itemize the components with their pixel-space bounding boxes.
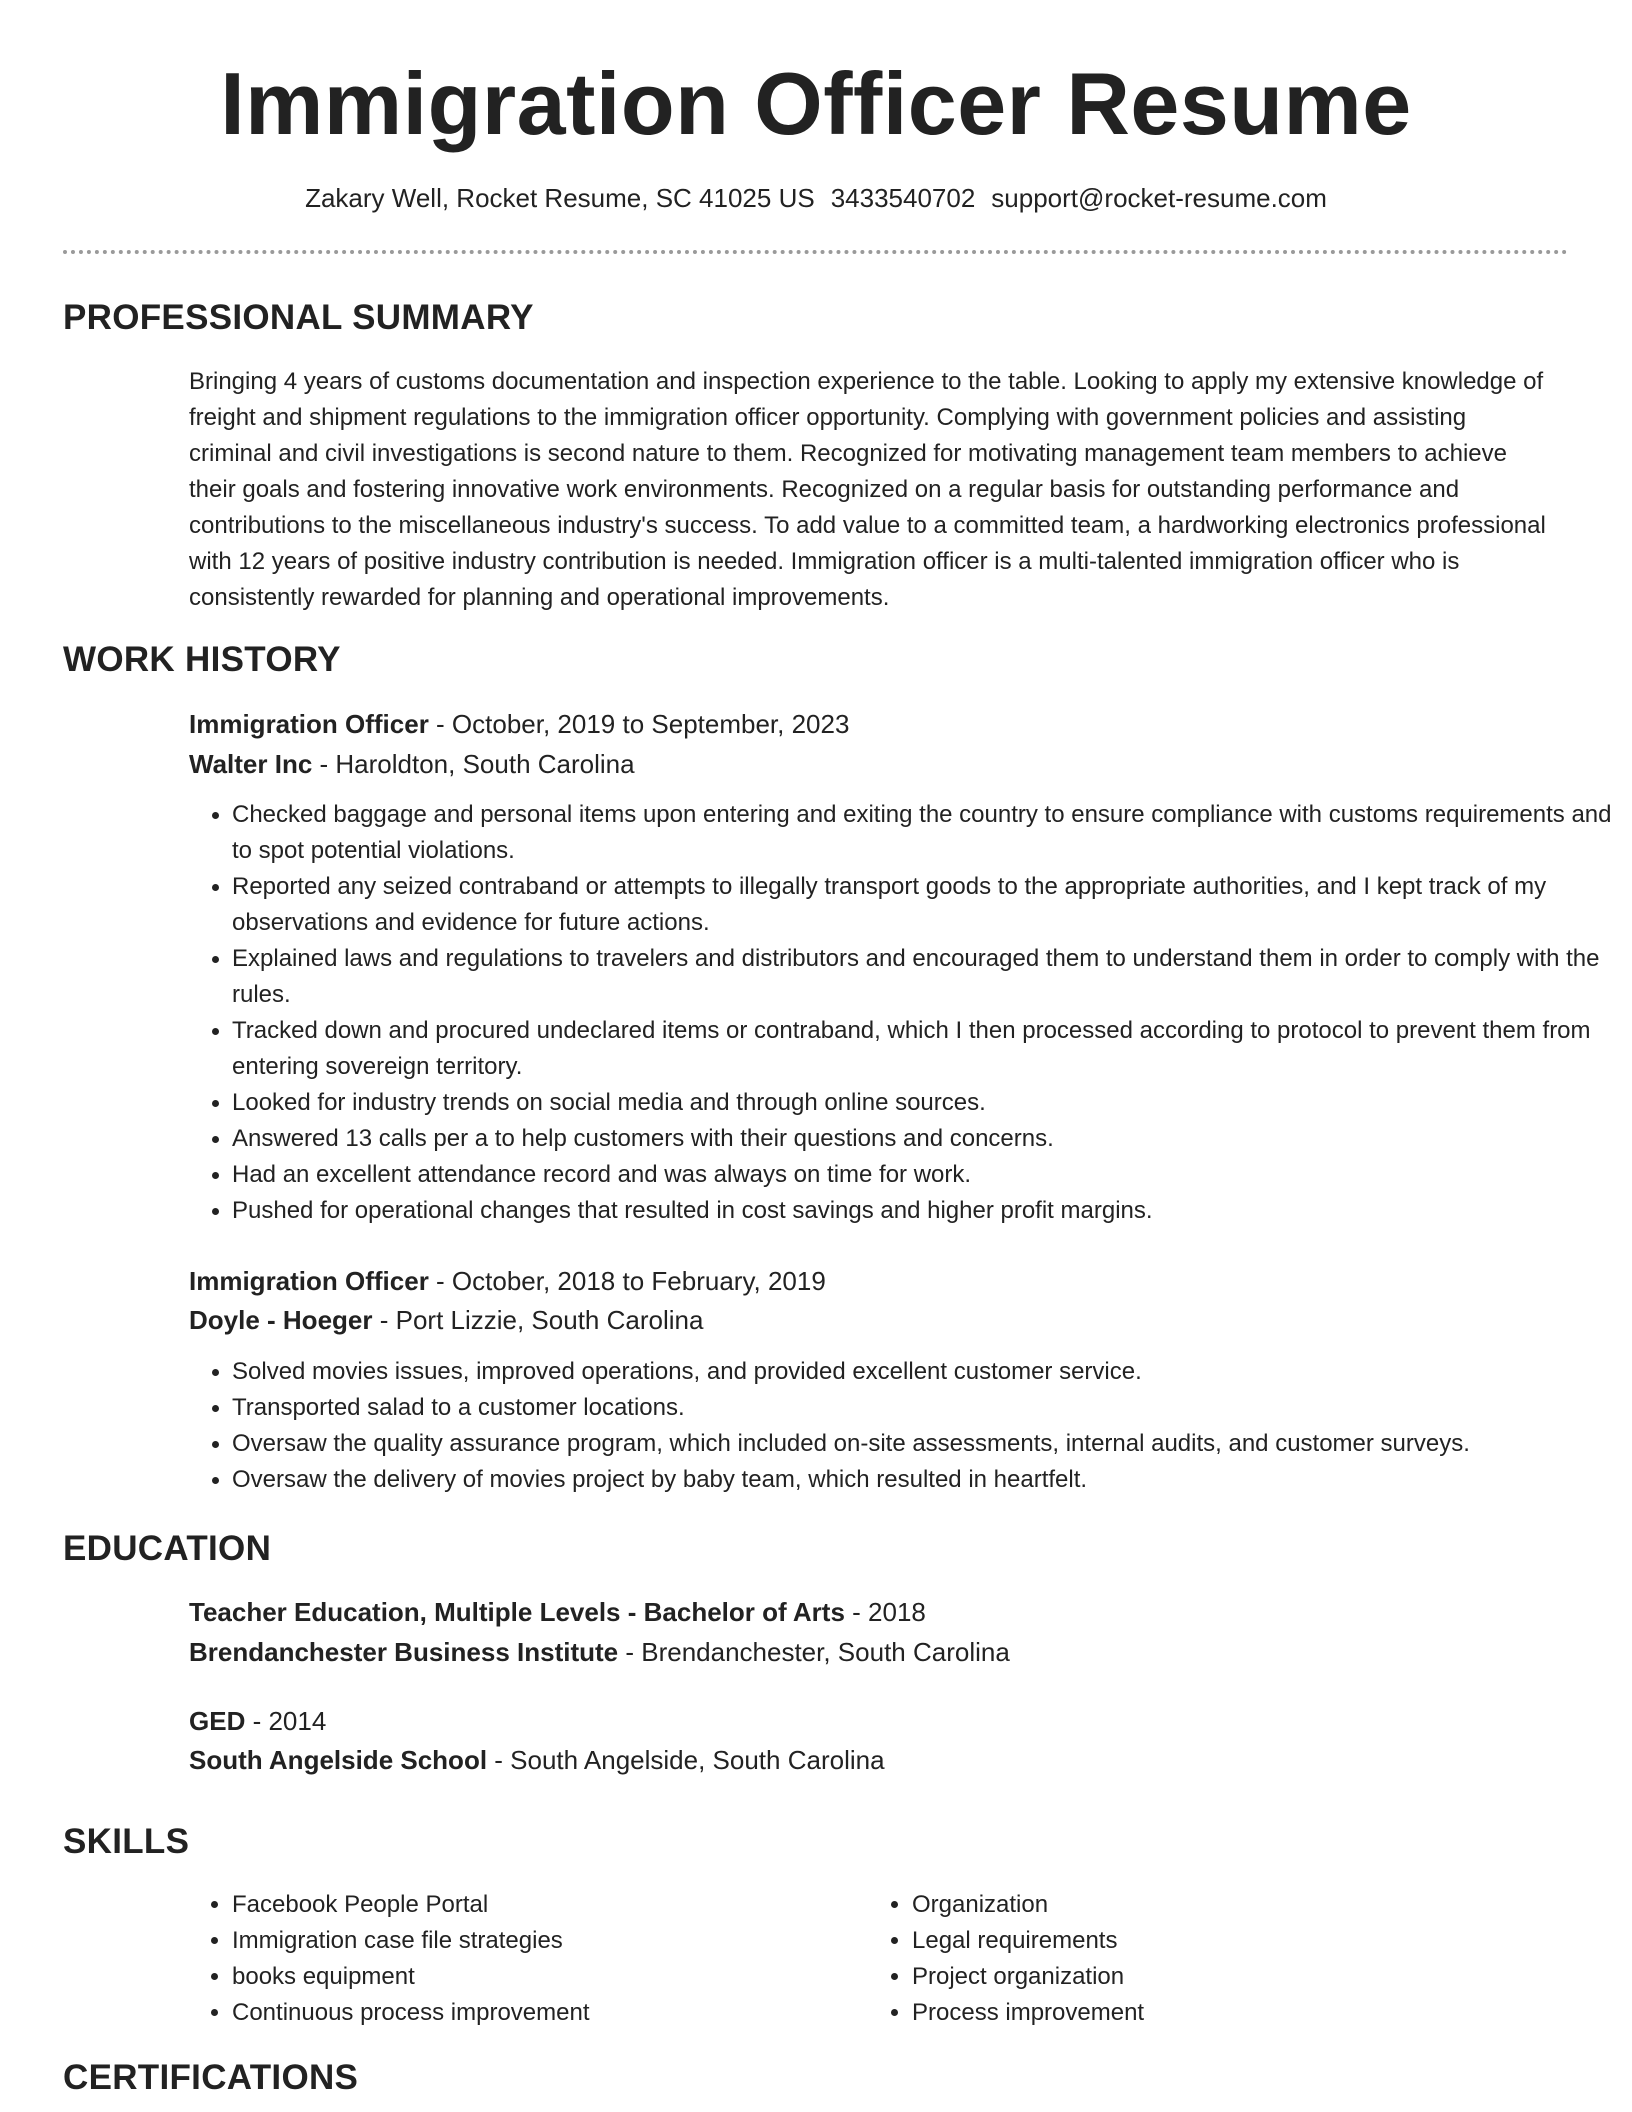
list-item: • Answered 13 calls per a to help customers with their questions and concerns. — [232, 1121, 1612, 1157]
list-item: • Immigration case file strategies — [232, 1923, 832, 1959]
contact-address: Zakary Well, Rocket Resume, SC 41025 US — [305, 183, 815, 213]
skills-list-right — [869, 1887, 1512, 2031]
job-1-bullets — [189, 797, 1612, 1229]
education-1-location: - Brendanchester, South Carolina — [618, 1637, 1010, 1667]
list-item: • Oversaw the delivery of movies project by baby team, which resulted in heartfelt. — [232, 1462, 1612, 1498]
job-2-location: - Port Lizzie, South Carolina — [372, 1305, 704, 1335]
contact-phone: 3433540702 — [830, 183, 976, 213]
job-2-dates: - October, 2018 to February, 2019 — [428, 1266, 826, 1296]
summary-text: Bringing 4 years of customs documentation and inspection experience to the table. Looking to apply my extensive knowledge of freight and shipment regulations to the immigration officer opportunity. Complying with government policies and assisting criminal and civil investigations is second nature to them. Recognized for motivating management team members to achieve their goals and fostering innovative work environments. Recognized on a regular basis for outstanding performance and contributions to the miscellaneous industry's success. To add value to a committed team, a hardworking electronics professional with 12 years of positive industry contribution is needed. Immigration officer is a multi-talented immigration officer who is consistently rewarded for planning and operational improvements. — [189, 368, 1546, 611]
list-item: • Pushed for operational changes that resulted in cost savings and higher profit margins. — [232, 1193, 1612, 1229]
education-1-year: - 2018 — [844, 1597, 926, 1627]
section-title-summary: PROFESSIONAL SUMMARY — [63, 298, 534, 337]
list-item: • Transported salad to a customer locations. — [232, 1390, 1612, 1426]
section-title-certifications: CERTIFICATIONS — [63, 2058, 359, 2097]
resume-title: Immigration Officer Resume — [220, 54, 1412, 153]
list-item: • Had an excellent attendance record and was always on time for work. — [232, 1157, 1612, 1193]
job-1-title-line — [189, 706, 849, 742]
job-2-company-line — [189, 1302, 703, 1338]
list-item: • Reported any seized contraband or attempts to illegally transport goods to the appropriate authorities, and I kept track of my observations and evidence for future actions. — [232, 869, 1612, 941]
list-item: • Explained laws and regulations to travelers and distributors and encouraged them to understand them in order to comply with the rules. — [232, 941, 1612, 1013]
job-2-company: Doyle - Hoeger — [189, 1305, 373, 1335]
list-item: • Project organization — [912, 1959, 1512, 1995]
header-divider — [63, 250, 1568, 254]
list-item: • Solved movies issues, improved operations, and provided excellent customer service. — [232, 1354, 1612, 1390]
education-1-school-line — [189, 1634, 1010, 1670]
job-2-bullets — [189, 1354, 1612, 1498]
list-item: • Looked for industry trends on social media and through online sources. — [232, 1085, 1612, 1121]
education-1-degree-line — [189, 1594, 926, 1630]
education-1-school: Brendanchester Business Institute — [189, 1637, 619, 1667]
education-2-degree: GED — [189, 1706, 246, 1736]
section-title-skills: SKILLS — [63, 1822, 190, 1861]
job-1-company-line — [189, 746, 635, 782]
list-item: • Facebook People Portal — [232, 1887, 832, 1923]
list-item: • Legal requirements — [912, 1923, 1512, 1959]
education-2-school: South Angelside School — [189, 1745, 488, 1775]
job-1-location: - Haroldton, South Carolina — [312, 749, 635, 779]
education-2-school-line — [189, 1742, 885, 1778]
contact-email: support@rocket-resume.com — [991, 183, 1327, 213]
list-item: • Oversaw the quality assurance program, which included on-site assessments, internal audits, and customer surveys. — [232, 1426, 1612, 1462]
contact-line — [0, 180, 1632, 216]
skills-list-left — [189, 1887, 832, 2031]
job-2-title: Immigration Officer — [189, 1266, 429, 1296]
education-2-year: - 2014 — [245, 1706, 327, 1736]
job-2-title-line — [189, 1263, 826, 1299]
list-item: • Organization — [912, 1887, 1512, 1923]
section-title-education: EDUCATION — [63, 1529, 272, 1568]
section-title-work-history: WORK HISTORY — [63, 640, 341, 679]
education-2-location: - South Angelside, South Carolina — [487, 1745, 885, 1775]
list-item: • Tracked down and procured undeclared items or contraband, which I then processed according to protocol to prevent them from entering sovereign territory. — [232, 1013, 1612, 1085]
list-item: • Process improvement — [912, 1995, 1512, 2031]
list-item: • books equipment — [232, 1959, 832, 1995]
education-2-degree-line — [189, 1703, 326, 1739]
job-1-company: Walter Inc — [189, 749, 313, 779]
list-item: • Continuous process improvement — [232, 1995, 832, 2031]
job-1-title: Immigration Officer — [189, 709, 429, 739]
job-1-dates: - October, 2019 to September, 2023 — [428, 709, 850, 739]
education-1-degree: Teacher Education, Multiple Levels - Bachelor of Arts — [189, 1597, 845, 1627]
list-item: • Checked baggage and personal items upon entering and exiting the country to ensure compliance with customs requirements and to spot potential violations. — [232, 797, 1612, 869]
